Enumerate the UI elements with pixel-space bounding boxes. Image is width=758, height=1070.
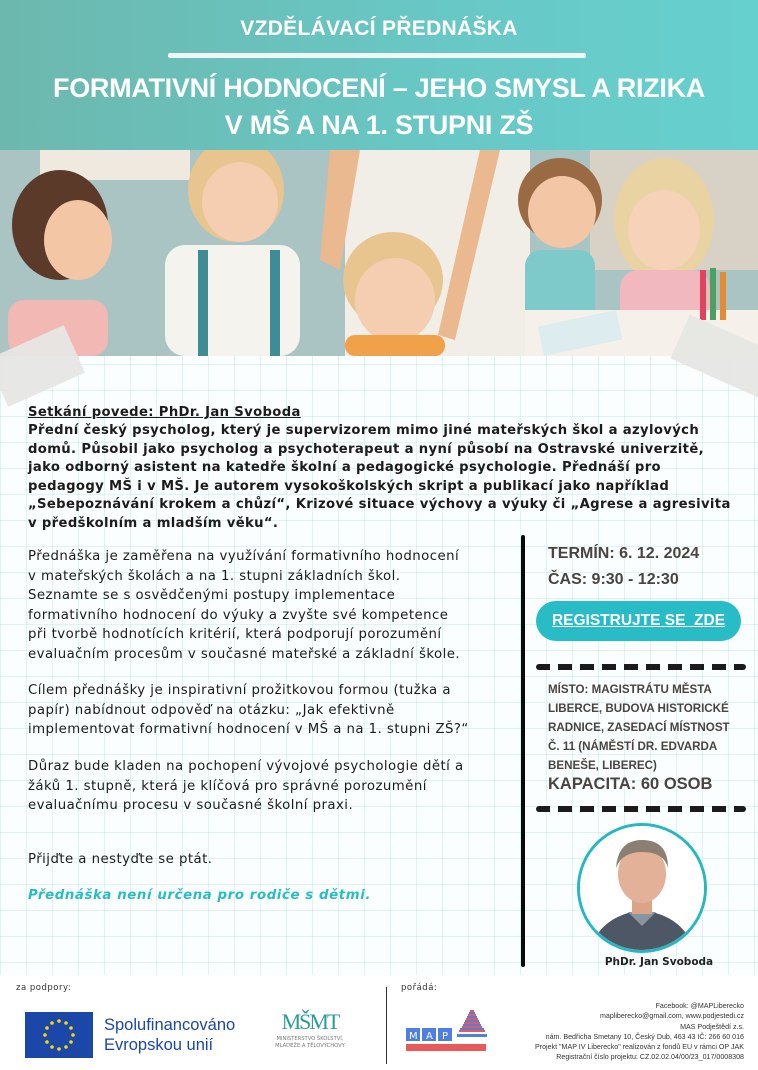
invitation-text: Přijďte a nestyďte se ptát.: [28, 852, 213, 867]
contact-line: Projekt "MAP IV Liberecko" realizován z fondů EU v rámci OP JAK: [534, 1043, 744, 1052]
eu-stars-icon: [25, 1012, 93, 1058]
classroom-illustration: [0, 150, 758, 356]
venue-line: Č. 11 (NÁMĚSTÍ DR. EDVARDA: [548, 740, 718, 753]
msmt-mark: MŠMT: [281, 1009, 339, 1034]
event-date: TERMÍN: 6. 12. 2024: [548, 545, 700, 562]
event-venue: [548, 680, 748, 775]
map-liberecko-logo: [404, 1000, 488, 1060]
girl-face: [44, 200, 112, 280]
map-logo-icon: [404, 1000, 488, 1056]
pencil-3: [720, 272, 726, 320]
eu-cofunding-text: [104, 1015, 235, 1055]
msmt-line: MINISTERSTVO ŠKOLSTVÍ,: [276, 1036, 344, 1042]
suspender-left: [198, 250, 208, 356]
title-line-2: V MŠ A NA 1. STUPNI ZŠ: [224, 110, 534, 140]
description-paragraph-3: [28, 757, 518, 816]
pencil-1: [700, 270, 706, 320]
bio-line: jako odborný asistent na katedře školní a pedagogické psychologie. Přednáší pro: [28, 460, 661, 476]
venue-line: BENEŠE, LIBEREC): [548, 759, 657, 772]
svg-text:M: M: [409, 1031, 418, 1042]
text-line: Cílem přednášky je inspirativní prožitkovou formou (tužka a: [28, 683, 451, 698]
header-banner: [0, 0, 758, 150]
hero-illustration: [0, 150, 758, 356]
contact-line: Facebook: @MAPLiberecko: [655, 1002, 744, 1010]
text-line: implementovat formativní hodnocení v MŠ a na 1. stupni ZŠ?“: [28, 722, 469, 737]
venue-line: LIBERCE, BUDOVA HISTORICKÉ: [548, 702, 729, 715]
speaker-portrait-icon: [580, 826, 704, 950]
register-button[interactable]: REGISTRUJTE SE ZDE: [536, 601, 741, 641]
svg-text:A: A: [426, 1031, 433, 1042]
organizer-contact: [535, 1001, 744, 1063]
eu-flag-icon: [25, 1012, 93, 1058]
msmt-line: MLÁDEŽE A TĚLOVÝCHOVY: [275, 1043, 345, 1049]
event-time: ČAS: 9:30 - 12:30: [548, 571, 679, 588]
text-line: Seznamte se s osvědčenými postupy implementace: [28, 588, 396, 603]
speaker-caption: PhDr. Jan Svoboda: [604, 956, 714, 968]
text-line: v mateřských školách a na 1. stupni základních škol.: [28, 568, 401, 584]
header-divider: [168, 53, 586, 58]
boy-face: [202, 162, 278, 242]
bio-line: v předškolním a mladším věku“.: [28, 515, 279, 531]
contact-line: MAS Podještědí z.s.: [680, 1022, 744, 1031]
eu-text-line: Evropskou unií: [104, 1036, 214, 1054]
organizer-label: pořádá:: [401, 983, 438, 993]
speaker-photo: [577, 823, 707, 953]
bio-line: domů. Působil jako psycholog a psychoterapeut a nyní působí na Ostravské univerzitě,: [28, 441, 704, 457]
text-line: formativního hodnocení do výuky a zvyšte své kompetence: [28, 607, 449, 623]
dashed-divider-top: [536, 664, 746, 670]
column-divider: [521, 535, 525, 967]
contact-line: Registrační číslo projektu: CZ.02.02.04/00/23_017/0008308: [556, 1053, 744, 1062]
boy2-face: [528, 176, 596, 248]
text-line: papír) nabídnout odpověď na otázku: „Jak efektivně: [28, 702, 395, 718]
title-line-1: FORMATIVNÍ HODNOCENÍ – JEHO SMYSL A RIZIKA: [53, 73, 705, 103]
svg-text:P: P: [442, 1031, 449, 1042]
text-line: evaluačním procesům v současné mateřské a základní škole.: [28, 646, 461, 662]
contact-line: nám. Bedřicha Smetany 10, Český Dub, 463 43 IČ: 266 60 016: [545, 1032, 744, 1041]
audience-note: Přednáška není určena pro rodiče s dětmi.: [28, 888, 371, 903]
footer: [0, 975, 758, 1070]
text-line: žáků 1. stupně, která je klíčová pro správné porozumění: [28, 778, 427, 794]
girl2-face: [628, 190, 700, 270]
suspender-right: [270, 250, 280, 356]
page-title: [0, 70, 758, 144]
text-line: Důraz bude kladen na pochopení vývojové psychologie dětí a: [28, 759, 464, 774]
description-paragraph-2: [28, 681, 518, 740]
bio-heading: Setkání povede: PhDr. Jan Svoboda: [28, 405, 301, 420]
event-type-label: VZDĚLÁVACÍ PŘEDNÁŠKA: [240, 17, 518, 40]
bio-line: „Sebepoznávání krokem a chůzí“, Krizové situace výchovy a výuky či „Agrese a agresivita: [28, 497, 731, 513]
support-label: za podpory:: [16, 983, 72, 993]
text-line: evaluačnímu procesu v současné školní praxi.: [28, 798, 354, 813]
speaker-bio: [28, 404, 748, 534]
bio-line: Přední český psycholog, který je supervizorem mimo jiné mateřských škol a azylových: [28, 423, 700, 438]
msmt-logo: [255, 1010, 365, 1062]
dashed-divider-bottom: [536, 806, 746, 812]
toddler-face: [355, 258, 435, 342]
eu-text-line: Spolufinancováno: [104, 1016, 236, 1034]
contact-line: mapliberecko@gmail.com, www.podjestedi.cz: [599, 1012, 744, 1021]
text-line: Přednáška je zaměřena na využívání formativního hodnocení: [28, 549, 460, 564]
pencil-2: [710, 268, 716, 320]
venue-line: RADNICE, ZASEDACÍ MÍSTNOST: [548, 721, 730, 734]
description-paragraph-1: [28, 547, 518, 664]
footer-divider: [386, 987, 387, 1064]
event-capacity: KAPACITA: 60 OSOB: [548, 775, 713, 793]
msmt-name: [255, 1036, 365, 1050]
text-line: při tvorbě hodnotících kritérií, která podporují porozumění: [28, 627, 442, 642]
venue-line: MÍSTO: MAGISTRÁTU MĚSTA: [548, 683, 712, 696]
bio-text: [28, 422, 748, 534]
toddler-shirt: [345, 335, 445, 356]
bio-line: pedagogy MŠ i v MŠ. Je autorem vysokoškolských skript a publikací jako například: [28, 478, 670, 494]
